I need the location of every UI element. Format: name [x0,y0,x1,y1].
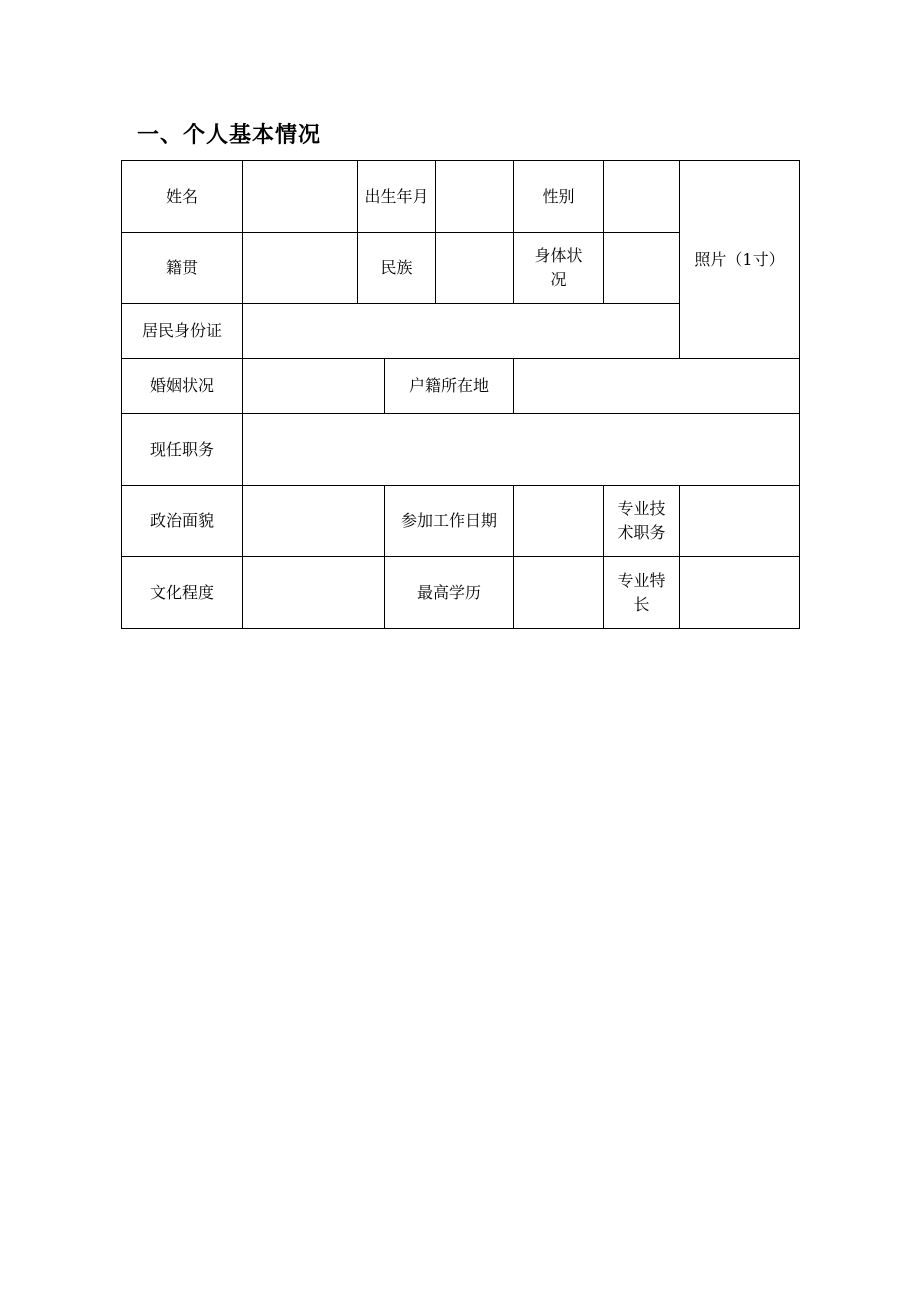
ethnicity-field[interactable] [436,233,514,304]
native-place-field[interactable] [243,233,358,304]
native-place-label: 籍贯 [122,233,243,304]
education-label: 文化程度 [122,557,243,629]
household-label: 户籍所在地 [385,359,514,414]
birth-field[interactable] [436,161,514,233]
political-label: 政治面貌 [122,486,243,557]
personal-info-table [121,160,800,629]
marital-label: 婚姻状况 [122,359,243,414]
household-field[interactable] [514,359,800,414]
id-card-field[interactable] [243,304,680,359]
gender-field[interactable] [604,161,680,233]
health-field[interactable] [604,233,680,304]
ethnicity-label: 民族 [358,233,436,304]
tech-title-label: 专业技术职务 [604,486,680,557]
table-row [122,161,800,233]
political-field[interactable] [243,486,385,557]
education-field[interactable] [243,557,385,629]
work-start-field[interactable] [514,486,604,557]
section-title: 一、个人基本情况 [137,123,322,148]
name-field[interactable] [243,161,358,233]
specialty-label: 专业特长 [604,557,680,629]
table-row [122,486,800,557]
name-label: 姓名 [122,161,243,233]
birth-label: 出生年月 [358,161,436,233]
marital-field[interactable] [243,359,385,414]
photo-label: 照片（1寸） [694,249,785,269]
highest-degree-field[interactable] [514,557,604,629]
current-position-label: 现任职务 [122,414,243,486]
current-position-field[interactable] [243,414,800,486]
photo-placeholder[interactable] [680,161,800,359]
table-row [122,359,800,414]
table-row [122,414,800,486]
id-card-label: 居民身份证 [122,304,243,359]
specialty-field[interactable] [680,557,800,629]
tech-title-field[interactable] [680,486,800,557]
health-label: 身体状况 [514,233,604,304]
highest-degree-label: 最高学历 [385,557,514,629]
table-row [122,557,800,629]
work-start-label: 参加工作日期 [385,486,514,557]
gender-label: 性别 [514,161,604,233]
